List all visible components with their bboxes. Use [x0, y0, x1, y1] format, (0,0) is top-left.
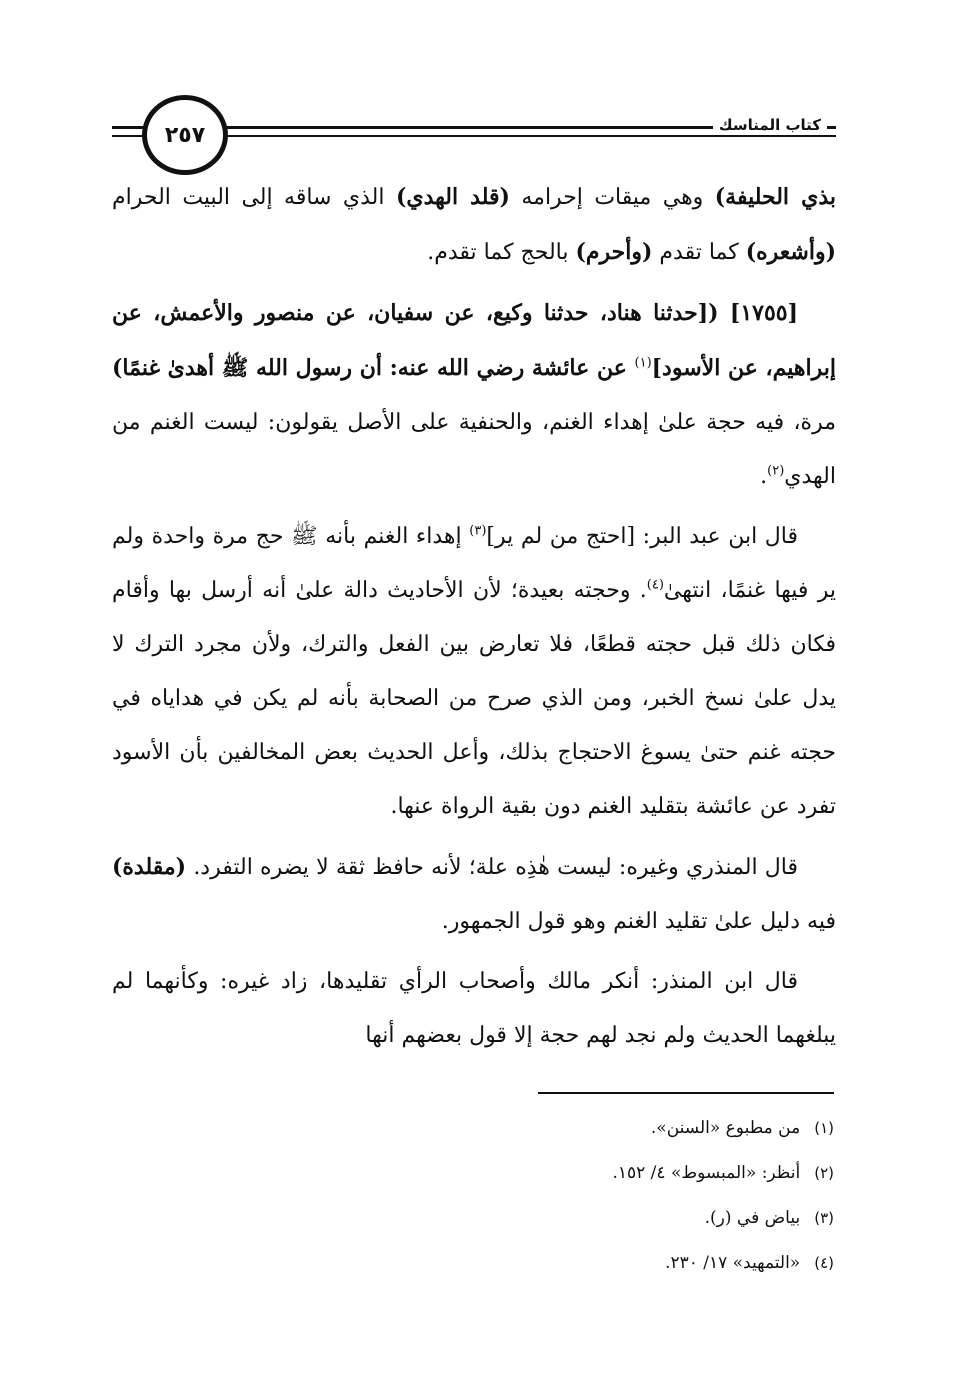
bold-text: (وأحرم) [575, 239, 653, 265]
bold-text: بذي الحليفة) [714, 184, 837, 210]
footnote-ref: (١) [634, 355, 652, 371]
bold-text: (مقلدة) [112, 854, 187, 880]
footnote-4 [400, 1241, 834, 1286]
footnote-number: (٤) [814, 1254, 834, 1272]
text-run: . وحجته بعيدة؛ لأن الأحاديث دالة علىٰ أنه أرسل بها وأقام فكان ذلك قبل حجته قطعًا، فلا تعارض بين الفعل والترك، ولأن مجرد الترك لا يدل علىٰ نسخ الخبر، ومن الذي صرح من الصحابة بأنه لم يكن في هداياه في حجته غنم حتىٰ يسوغ الاحتجاج بذلك، وأعل الحديث بعض المخالفين بأن الأسود تفرد عن عائشة بتقليد الغنم دون بقية الرواة عنها. [112, 578, 836, 819]
footnote-ref: (٣) [469, 523, 487, 539]
page-number [142, 95, 228, 175]
text-run: وهي ميقات إحرامه [509, 185, 715, 210]
footnote-text: من مطبوع «السنن». [650, 1118, 801, 1138]
footnote-text: بياض في (ر). [704, 1208, 801, 1228]
paragraph-3 [112, 510, 836, 834]
paragraph-4 [112, 840, 836, 949]
text-run: قال ابن عبد البر: [احتج من لم ير] [486, 524, 799, 549]
page-header [0, 0, 957, 175]
footnote-number: (١) [814, 1119, 834, 1137]
footnote-number: (٣) [814, 1209, 834, 1227]
text-run: قال ابن المنذر: أنكر مالك وأصحاب الرأي تقليدها، زاد غيره: وكأنهما لم يبلغهما الحديث ولم نجد لهم حجة إلا قول بعضهم أنها [112, 969, 836, 1048]
bold-text: (قلد الهدي) [395, 184, 510, 210]
bold-text: [١٧٥٥] ([حدثنا هناد، حدثنا وكيع، عن سفيان، عن منصور والأعمش، عن إبراهيم، عن الأسود] [112, 300, 836, 381]
paragraph-1 [112, 170, 836, 280]
text-run: إهداء الغنم بأنه ﷺ حج مرة واحدة ولم ير فيها غنمًا، انتهىٰ [112, 524, 836, 603]
text-run: بالحج كما تقدم. [427, 240, 576, 265]
text-run: مرة، فيه حجة علىٰ إهداء الغنم، والحنفية على الأصل يقولون: ليست الغنم من الهدي [112, 410, 836, 489]
running-title: كتاب المناسك [713, 116, 827, 134]
footnote-ref: (٢) [767, 463, 785, 479]
text-run: كما تقدم [652, 240, 746, 265]
footnote-3 [400, 1196, 834, 1241]
footnote-number: (٢) [814, 1164, 834, 1182]
footnote-2 [400, 1151, 834, 1196]
footnote-ref: (٤) [646, 577, 664, 593]
page-number-text: ٢٥٧ [164, 122, 206, 148]
footnote-text: أنظر: «المبسوط» ٤/ ١٥٢. [612, 1163, 801, 1183]
text-run: . [760, 464, 768, 489]
paragraph-5 [112, 955, 836, 1063]
paragraph-2 [112, 286, 836, 504]
text-run: فيه دليل علىٰ تقليد الغنم وهو قول الجمهور. [441, 909, 836, 934]
header-rule-main-thin [210, 135, 836, 137]
text-run: قال المنذري وغيره: ليست هٰذِه علة؛ لأنه حافظ ثقة لا يضره التفرد. [186, 855, 798, 880]
main-text [112, 170, 836, 1069]
bold-text: (وأشعره) [745, 239, 836, 265]
footnotes [400, 1106, 834, 1286]
footnote-1 [400, 1106, 834, 1151]
bold-text: عن عائشة رضي الله عنه: أن رسول الله ﷺ أهدىٰ غنمًا) [112, 355, 635, 381]
footnote-divider [538, 1092, 834, 1094]
footnote-text: «التمهيد» ١٧/ ٢٣٠. [665, 1253, 801, 1273]
text-run: الذي ساقه إلى البيت الحرام [112, 185, 396, 210]
